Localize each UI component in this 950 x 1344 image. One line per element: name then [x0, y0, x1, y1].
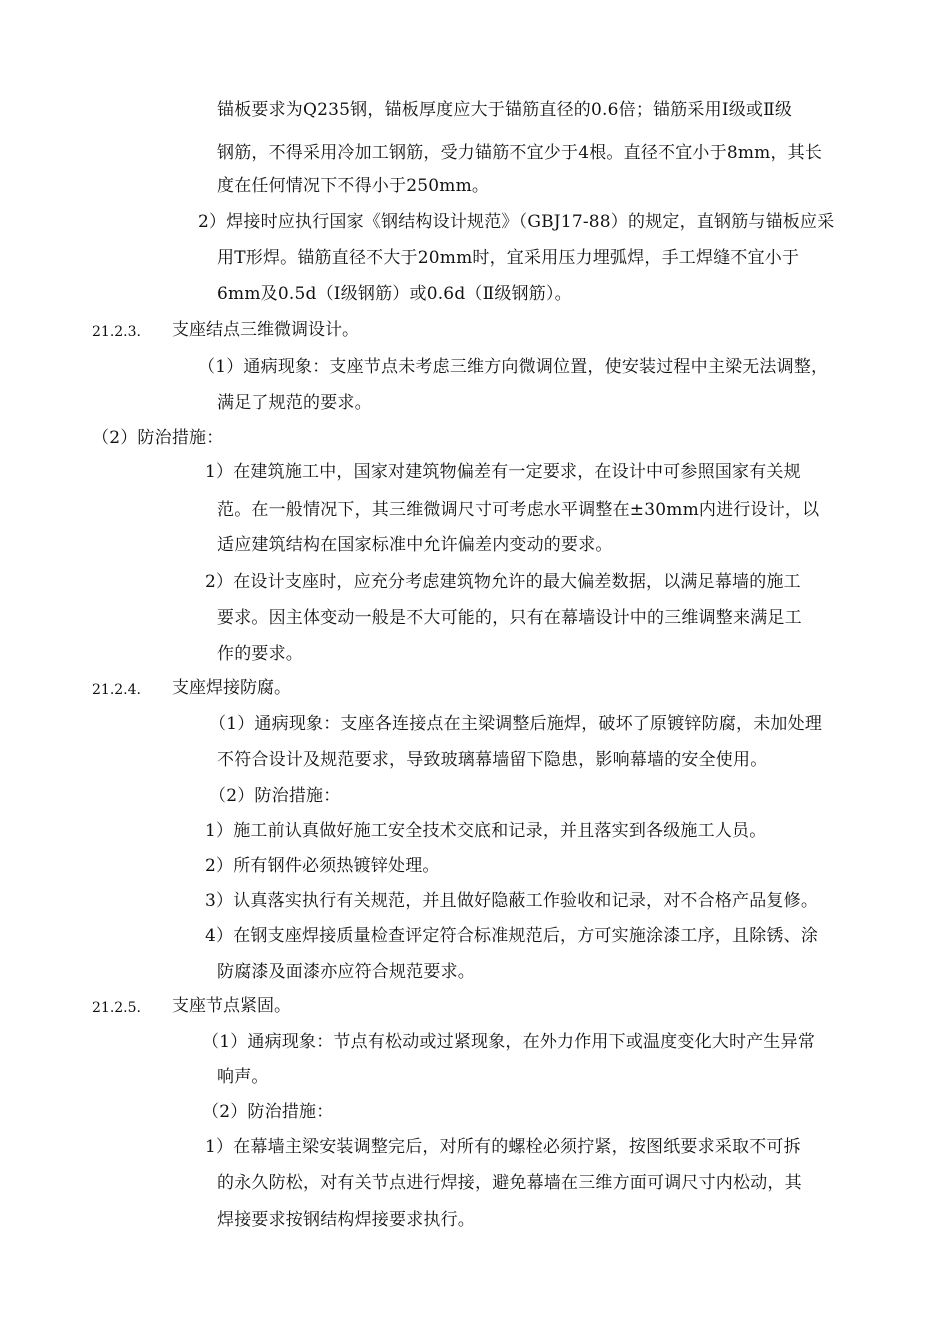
text-line: 的永久防松，对有关节点进行焊接，避免幕墙在三维方面可调尺寸内松动，其 [217, 1173, 802, 1193]
text-line: （2）防治措施： [92, 428, 224, 448]
text-line: 满足了规范的要求。 [217, 393, 372, 413]
text-line: （1）通病现象：节点有松动或过紧现象，在外力作用下或温度变化大时产生异常 [202, 1032, 816, 1052]
text-line: 2）焊接时应执行国家《钢结构设计规范》（GBJ17-88）的规定，直钢筋与锚板应采 [198, 212, 835, 232]
text-line: 度在任何情况下不得小于250mm。 [217, 176, 490, 196]
text-line: 2）在设计支座时，应充分考虑建筑物允许的最大偏差数据，以满足幕墙的施工 [205, 572, 801, 592]
section-number: 21.2.5. [92, 1000, 141, 1016]
section-number: 21.2.3. [92, 324, 141, 340]
text-line: 不符合设计及规范要求，导致玻璃幕墙留下隐患，影响幕墙的安全使用。 [217, 750, 768, 770]
text-line: 范。在一般情况下，其三维微调尺寸可考虑水平调整在±30mm内进行设计，以 [217, 500, 820, 520]
text-line: 响声。 [217, 1067, 269, 1087]
section-number: 21.2.4. [92, 682, 141, 698]
text-line: 1）在幕墙主梁安装调整完后，对所有的螺栓必须拧紧，按图纸要求采取不可拆 [205, 1137, 801, 1157]
text-line: 钢筋，不得采用冷加工钢筋，受力锚筋不宜少于4根。直径不宜小于8mm，其长 [217, 143, 823, 163]
text-line: 锚板要求为Q235钢，锚板厚度应大于锚筋直径的0.6倍；锚筋采用Ⅰ级或Ⅱ级 [217, 100, 793, 120]
text-line: 要求。因主体变动一般是不大可能的，只有在幕墙设计中的三维调整来满足工 [217, 608, 802, 628]
text-line: 1）施工前认真做好施工安全技术交底和记录，并且落实到各级施工人员。 [205, 821, 767, 841]
text-line: （1）通病现象：支座节点未考虑三维方向微调位置，使安装过程中主梁无法调整， [198, 357, 829, 377]
section-title: 支座焊接防腐。 [172, 678, 291, 698]
text-line: （2）防治措施： [202, 1102, 334, 1122]
text-line: 4）在钢支座焊接质量检查评定符合标准规范后，方可实施涂漆工序，且除锈、涂 [205, 926, 819, 946]
text-line: 用T形焊。锚筋直径不大于20mm时，宜采用压力埋弧焊，手工焊缝不宜小于 [217, 248, 800, 268]
text-line: 适应建筑结构在国家标准中允许偏差内变动的要求。 [217, 535, 613, 555]
text-line: 焊接要求按钢结构焊接要求执行。 [217, 1210, 475, 1230]
text-line: 3）认真落实执行有关规范，并且做好隐蔽工作验收和记录，对不合格产品复修。 [205, 891, 819, 911]
text-line: （2）防治措施： [209, 786, 341, 806]
section-title: 支座节点紧固。 [172, 996, 291, 1016]
text-line: 作的要求。 [217, 644, 303, 664]
text-line: 2）所有钢件必须热镀锌处理。 [205, 856, 440, 876]
section-title: 支座结点三维微调设计。 [172, 320, 359, 340]
text-line: 1）在建筑施工中，国家对建筑物偏差有一定要求，在设计中可参照国家有关规 [205, 462, 801, 482]
text-line: （1）通病现象：支座各连接点在主梁调整后施焊，破坏了原镀锌防腐，未加处理 [209, 714, 823, 734]
text-line: 6mm及0.5d（Ⅰ级钢筋）或0.6d（Ⅱ级钢筋）。 [217, 284, 572, 304]
text-line: 防腐漆及面漆亦应符合规范要求。 [217, 962, 475, 982]
